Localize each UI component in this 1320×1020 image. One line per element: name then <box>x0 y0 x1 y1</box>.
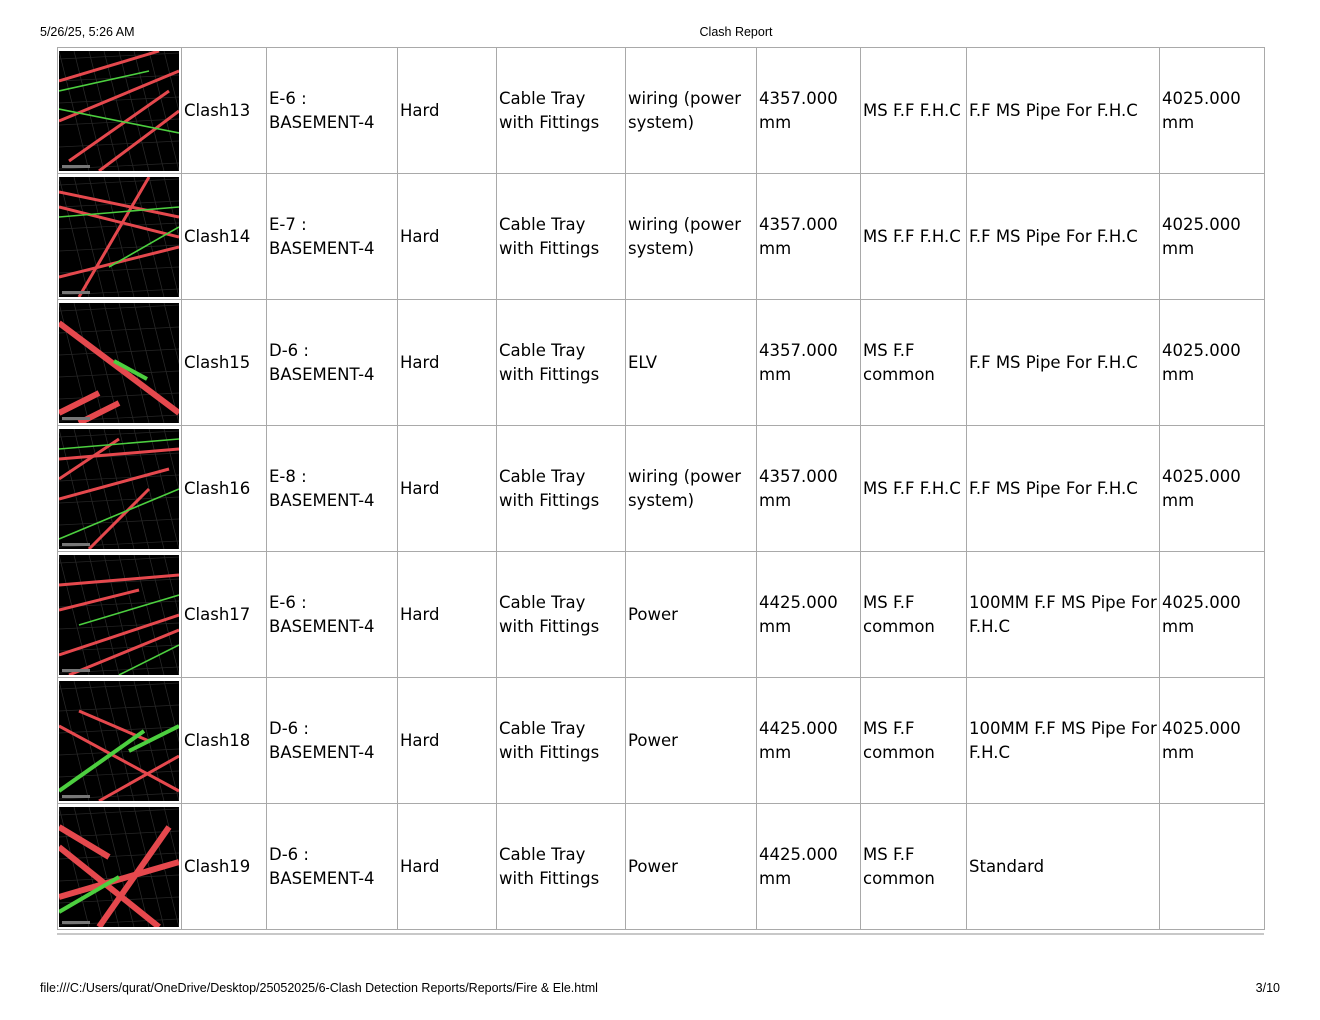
clash-name: Clash15 <box>182 300 267 426</box>
clash-type: Hard <box>398 426 497 552</box>
clash-location: E-6 : BASEMENT-4 <box>267 552 398 678</box>
item1-category: Cable Tray with Fittings <box>497 174 626 300</box>
item2-elevation: 4025.000 mm <box>1160 300 1265 426</box>
item1-system: ELV <box>626 300 757 426</box>
clash-location: D-6 : BASEMENT-4 <box>267 678 398 804</box>
item1-system: Power <box>626 552 757 678</box>
item2-elevation: 4025.000 mm <box>1160 552 1265 678</box>
item1-category: Cable Tray with Fittings <box>497 678 626 804</box>
item1-category: Cable Tray with Fittings <box>497 804 626 930</box>
item1-system: Power <box>626 678 757 804</box>
bottom-divider <box>57 933 1264 935</box>
item1-category: Cable Tray with Fittings <box>497 426 626 552</box>
table-row <box>58 678 1265 804</box>
item2-elevation: 4025.000 mm <box>1160 426 1265 552</box>
item1-elevation: 4357.000 mm <box>757 300 861 426</box>
clash-thumbnail-cell <box>58 426 182 552</box>
clash-location: D-6 : BASEMENT-4 <box>267 300 398 426</box>
table-row <box>58 48 1265 174</box>
clash-name: Clash17 <box>182 552 267 678</box>
item2-category: MS F.F common <box>861 678 967 804</box>
clash-name: Clash19 <box>182 804 267 930</box>
clash-thumbnail-image <box>59 303 179 423</box>
clash-name: Clash14 <box>182 174 267 300</box>
item2-category: MS F.F F.H.C <box>861 174 967 300</box>
item1-elevation: 4357.000 mm <box>757 174 861 300</box>
print-datetime: 5/26/25, 5:26 AM <box>40 25 135 39</box>
clash-thumbnail-image <box>59 807 179 927</box>
item2-type: 100MM F.F MS Pipe For F.H.C <box>967 552 1160 678</box>
item2-elevation: 4025.000 mm <box>1160 48 1265 174</box>
item1-system: wiring (power system) <box>626 174 757 300</box>
item2-type: Standard <box>967 804 1160 930</box>
clash-name: Clash18 <box>182 678 267 804</box>
clash-type: Hard <box>398 552 497 678</box>
clash-table <box>57 47 1265 930</box>
item1-elevation: 4357.000 mm <box>757 426 861 552</box>
item2-elevation: 4025.000 mm <box>1160 678 1265 804</box>
table-row <box>58 174 1265 300</box>
clash-thumbnail-cell <box>58 174 182 300</box>
item2-type: F.F MS Pipe For F.H.C <box>967 426 1160 552</box>
item2-elevation <box>1160 804 1265 930</box>
item1-elevation: 4425.000 mm <box>757 678 861 804</box>
clash-thumbnail-cell <box>58 48 182 174</box>
item2-type: F.F MS Pipe For F.H.C <box>967 300 1160 426</box>
clash-name: Clash13 <box>182 48 267 174</box>
item2-category: MS F.F F.H.C <box>861 426 967 552</box>
clash-thumbnail-cell <box>58 552 182 678</box>
item1-elevation: 4357.000 mm <box>757 48 861 174</box>
clash-name: Clash16 <box>182 426 267 552</box>
clash-type: Hard <box>398 804 497 930</box>
item1-system: wiring (power system) <box>626 426 757 552</box>
table-row <box>58 426 1265 552</box>
clash-thumbnail-cell <box>58 300 182 426</box>
item2-category: MS F.F common <box>861 804 967 930</box>
table-row <box>58 552 1265 678</box>
clash-thumbnail-image <box>59 429 179 549</box>
item2-type: 100MM F.F MS Pipe For F.H.C <box>967 678 1160 804</box>
clash-thumbnail-image <box>59 51 179 171</box>
item2-category: MS F.F F.H.C <box>861 48 967 174</box>
item1-elevation: 4425.000 mm <box>757 552 861 678</box>
clash-location: E-7 : BASEMENT-4 <box>267 174 398 300</box>
clash-thumbnail-image <box>59 555 179 675</box>
clash-type: Hard <box>398 48 497 174</box>
clash-thumbnail-cell <box>58 804 182 930</box>
clash-thumbnail-cell <box>58 678 182 804</box>
clash-thumbnail-image <box>59 681 179 801</box>
table-row <box>58 300 1265 426</box>
clash-location: E-8 : BASEMENT-4 <box>267 426 398 552</box>
clash-thumbnail-image <box>59 177 179 297</box>
item2-category: MS F.F common <box>861 552 967 678</box>
page-title: Clash Report <box>699 25 773 39</box>
clash-type: Hard <box>398 300 497 426</box>
clash-type: Hard <box>398 678 497 804</box>
clash-type: Hard <box>398 174 497 300</box>
item1-system: Power <box>626 804 757 930</box>
item2-category: MS F.F common <box>861 300 967 426</box>
page-number: 3/10 <box>1255 981 1280 995</box>
item2-type: F.F MS Pipe For F.H.C <box>967 174 1160 300</box>
clash-location: E-6 : BASEMENT-4 <box>267 48 398 174</box>
clash-location: D-6 : BASEMENT-4 <box>267 804 398 930</box>
item2-elevation: 4025.000 mm <box>1160 174 1265 300</box>
item1-elevation: 4425.000 mm <box>757 804 861 930</box>
item1-category: Cable Tray with Fittings <box>497 300 626 426</box>
item1-category: Cable Tray with Fittings <box>497 552 626 678</box>
table-row <box>58 804 1265 930</box>
file-path: file:///C:/Users/qurat/OneDrive/Desktop/25052025/6-Clash Detection Reports/Reports/Fire & Ele.html <box>40 981 598 995</box>
item2-type: F.F MS Pipe For F.H.C <box>967 48 1160 174</box>
item1-category: Cable Tray with Fittings <box>497 48 626 174</box>
item1-system: wiring (power system) <box>626 48 757 174</box>
